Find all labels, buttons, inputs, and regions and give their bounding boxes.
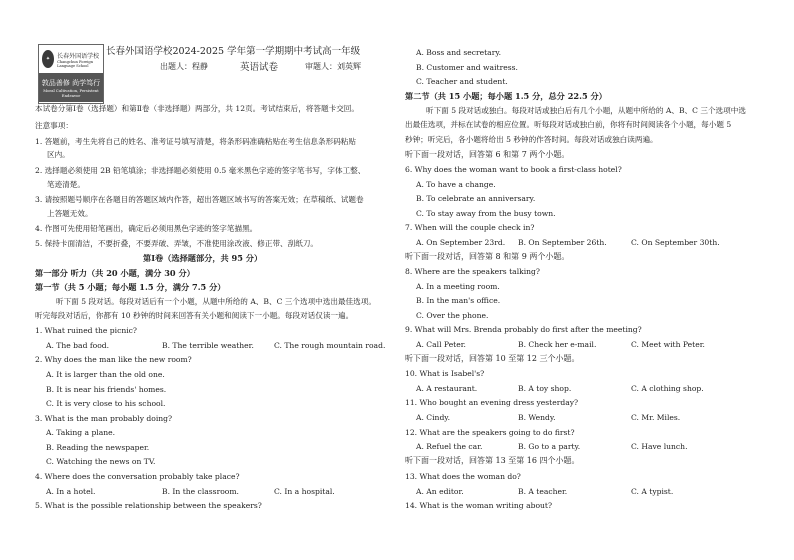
q3-option-b: B. Reading the newspaper.	[46, 443, 150, 452]
volume-1-heading: 第Ⅰ卷（选择题部分，共 95 分）	[143, 253, 263, 263]
q4-option-c: C. In a hospital.	[274, 487, 335, 496]
q9-option-c: C. Meet with Peter.	[631, 340, 705, 349]
q5-option-a: A. Boss and secretary.	[416, 48, 502, 57]
question-1: 1. What ruined the picnic?	[35, 326, 137, 335]
section-2-directions-a: 听下面 5 段对话或独白。每段对话或独白后有几个小题，从题中所给的 A、B、C 三个选项中选	[426, 106, 746, 115]
q11-option-c: C. Mr. Miles.	[631, 413, 681, 422]
q1-option-c: C. The rough mountain road.	[274, 341, 386, 350]
q5-option-b: B. Customer and waitress.	[416, 63, 518, 72]
dialogue-6-7-instruction: 听下面一段对话，回答第 6 和第 7 两个小题。	[405, 150, 570, 159]
q10-option-b: B. A toy shop.	[518, 384, 572, 393]
section-2-directions-c: 秒钟；听完后，各小题将给出 5 秒钟的作答时间。每段对话或独白读两遍。	[405, 135, 658, 144]
q9-option-b: B. Check her e-mail.	[518, 340, 597, 349]
question-9: 9. What will Mrs. Brenda probably do first after the meeting?	[405, 325, 642, 334]
exam-setter: 出题人：程静	[160, 62, 208, 71]
question-5: 5. What is the possible relationship between the speakers?	[35, 501, 262, 510]
section-2-directions-b: 出最佳选项，并标在试卷的相应位置。听每段对话或独白前，你将有时间阅读各个小题，每小题 5	[405, 120, 732, 129]
section-1-directions-b: 听完每段对话后，你都有 10 秒钟的时间来回答有关小题和阅读下一小题。每段对话仅读一遍。	[35, 311, 354, 320]
q1-option-b: B. The terrible weather.	[162, 341, 254, 350]
notice-1b: 区内。	[47, 150, 70, 159]
q12-option-a: A. Refuel the car.	[416, 442, 483, 451]
logo-motto: 敦品善修 尚学笃行	[41, 78, 101, 87]
question-2: 2. Why does the man like the new room?	[35, 355, 192, 364]
notice-4: 4. 作图可先使用铅笔画出，确定后必须用黑色字迹的签字笔描黑。	[35, 224, 258, 233]
section-1-heading: 第一节（共 5 小题；每小题 1.5 分，满分 7.5 分）	[35, 282, 226, 292]
question-12: 12. What are the speakers going to do first?	[405, 428, 575, 437]
q13-option-b: B. A teacher.	[518, 487, 568, 496]
question-6: 6. Why does the woman want to book a first-class hotel?	[405, 165, 622, 174]
q3-option-a: A. Taking a plane.	[46, 428, 116, 437]
q6-option-a: A. To have a change.	[416, 180, 496, 189]
q12-option-b: B. Go to a party.	[518, 442, 581, 451]
q4-option-b: B. In the classroom.	[162, 487, 239, 496]
exam-subject: 英语试卷	[240, 62, 279, 73]
q7-option-c: C. On September 30th.	[631, 238, 720, 247]
q11-option-a: A. Cindy.	[416, 413, 450, 422]
question-7: 7. When will the couple check in?	[405, 223, 535, 232]
notice-1a: 1. 答题前，考生先将自己的姓名、准考证号填写清楚，将条形码准确粘贴在考生信息条形码粘贴	[35, 137, 356, 146]
q13-option-c: C. A typist.	[631, 487, 674, 496]
notice-5: 5. 保持卡面清洁，不要折叠，不要弄破、弄皱，不准使用涂改液、修正带、刮纸刀。	[35, 239, 319, 248]
q11-option-b: B. Wendy.	[518, 413, 556, 422]
school-logo	[38, 44, 104, 104]
logo-school-name: 长春外国语学校	[57, 52, 100, 60]
q7-option-a: A. On September 23rd.	[416, 238, 506, 247]
q10-option-c: C. A clothing shop.	[631, 384, 704, 393]
notice-2b: 笔迹清楚。	[47, 180, 85, 189]
dialogue-13-16-instruction: 听下面一段对话，回答第 13 至第 16 四个小题。	[405, 456, 580, 465]
question-4: 4. Where does the conversation probably take place?	[35, 472, 240, 481]
q9-option-a: A. Call Peter.	[416, 340, 466, 349]
q2-option-a: A. It is larger than the old one.	[46, 370, 165, 379]
question-10: 10. What is Isabel's?	[405, 369, 485, 378]
q4-option-a: A. In a hotel.	[46, 487, 96, 496]
dialogue-10-12-instruction: 听下面一段对话，回答第 10 至第 12 三个小题。	[405, 354, 580, 363]
logo-motto-en: Moral Cultivation, Persistent Endeavor	[43, 87, 99, 98]
section-1-directions-a: 听下面 5 段对话。每段对话后有一个小题，从题中所给的 A、B、C 三个选项中选出最佳选项。	[56, 297, 376, 306]
q6-option-b: B. To celebrate an anniversary.	[416, 194, 536, 203]
part-1-heading: 第一部分 听力（共 20 小题，满分 30 分）	[35, 268, 195, 278]
question-3: 3. What is the man probably doing?	[35, 414, 173, 423]
q1-option-a: A. The bad food.	[46, 341, 110, 350]
question-14: 14. What is the woman writing about?	[405, 501, 553, 510]
q3-option-c: C. Watching the news on TV.	[46, 457, 156, 466]
q6-option-c: C. To stay away from the busy town.	[416, 209, 556, 218]
logo-school-name-en: Changchun Foreign Language School	[57, 59, 94, 68]
q10-option-a: A. A restaurant.	[416, 384, 478, 393]
notice-2a: 2. 选择题必须使用 2B 铅笔填涂；非选择题必须使用 0.5 毫米黑色字迹的签字笔书写，字体工整、	[35, 166, 366, 175]
q13-option-a: A. An editor.	[416, 487, 464, 496]
section-2-heading: 第二节（共 15 小题；每小题 1.5 分，总分 22.5 分）	[405, 91, 607, 101]
notice-3b: 上答题无效。	[47, 209, 93, 218]
q8-option-a: A. In a meeting room.	[416, 282, 500, 291]
exam-reviewer: 审题人：刘英辉	[305, 62, 361, 71]
question-13: 13. What does the woman do?	[405, 472, 521, 481]
q8-option-b: B. In the man's office.	[416, 296, 501, 305]
notice-3a: 3. 请按照题号顺序在各题目的答题区域内作答，超出答题区域书写的答案无效；在草稿纸、试题卷	[35, 195, 364, 204]
q8-option-c: C. Over the phone.	[416, 311, 489, 320]
q2-option-c: C. It is very close to his school.	[46, 399, 166, 408]
question-8: 8. Where are the speakers talking?	[405, 267, 540, 276]
exam-title: 长春外国语学校2024-2025 学年第一学期期中考试高一年级	[106, 46, 361, 57]
school-seal-icon: ✦	[42, 50, 54, 68]
notice-heading: 注意事项：	[35, 121, 73, 130]
intro-text: 本试卷分第Ⅰ卷（选择题）和第Ⅱ卷（非选择题）两部分，共 12页。考试结束后，将答题卡交回。	[35, 104, 359, 113]
q5-option-c: C. Teacher and student.	[416, 77, 508, 86]
q12-option-c: C. Have lunch.	[631, 442, 688, 451]
question-11: 11. Who bought an evening dress yesterday?	[405, 398, 579, 407]
dialogue-8-9-instruction: 听下面一段对话，回答第 8 和第 9 两个小题。	[405, 252, 570, 261]
q7-option-b: B. On September 26th.	[518, 238, 607, 247]
q2-option-b: B. It is near his friends' homes.	[46, 385, 167, 394]
